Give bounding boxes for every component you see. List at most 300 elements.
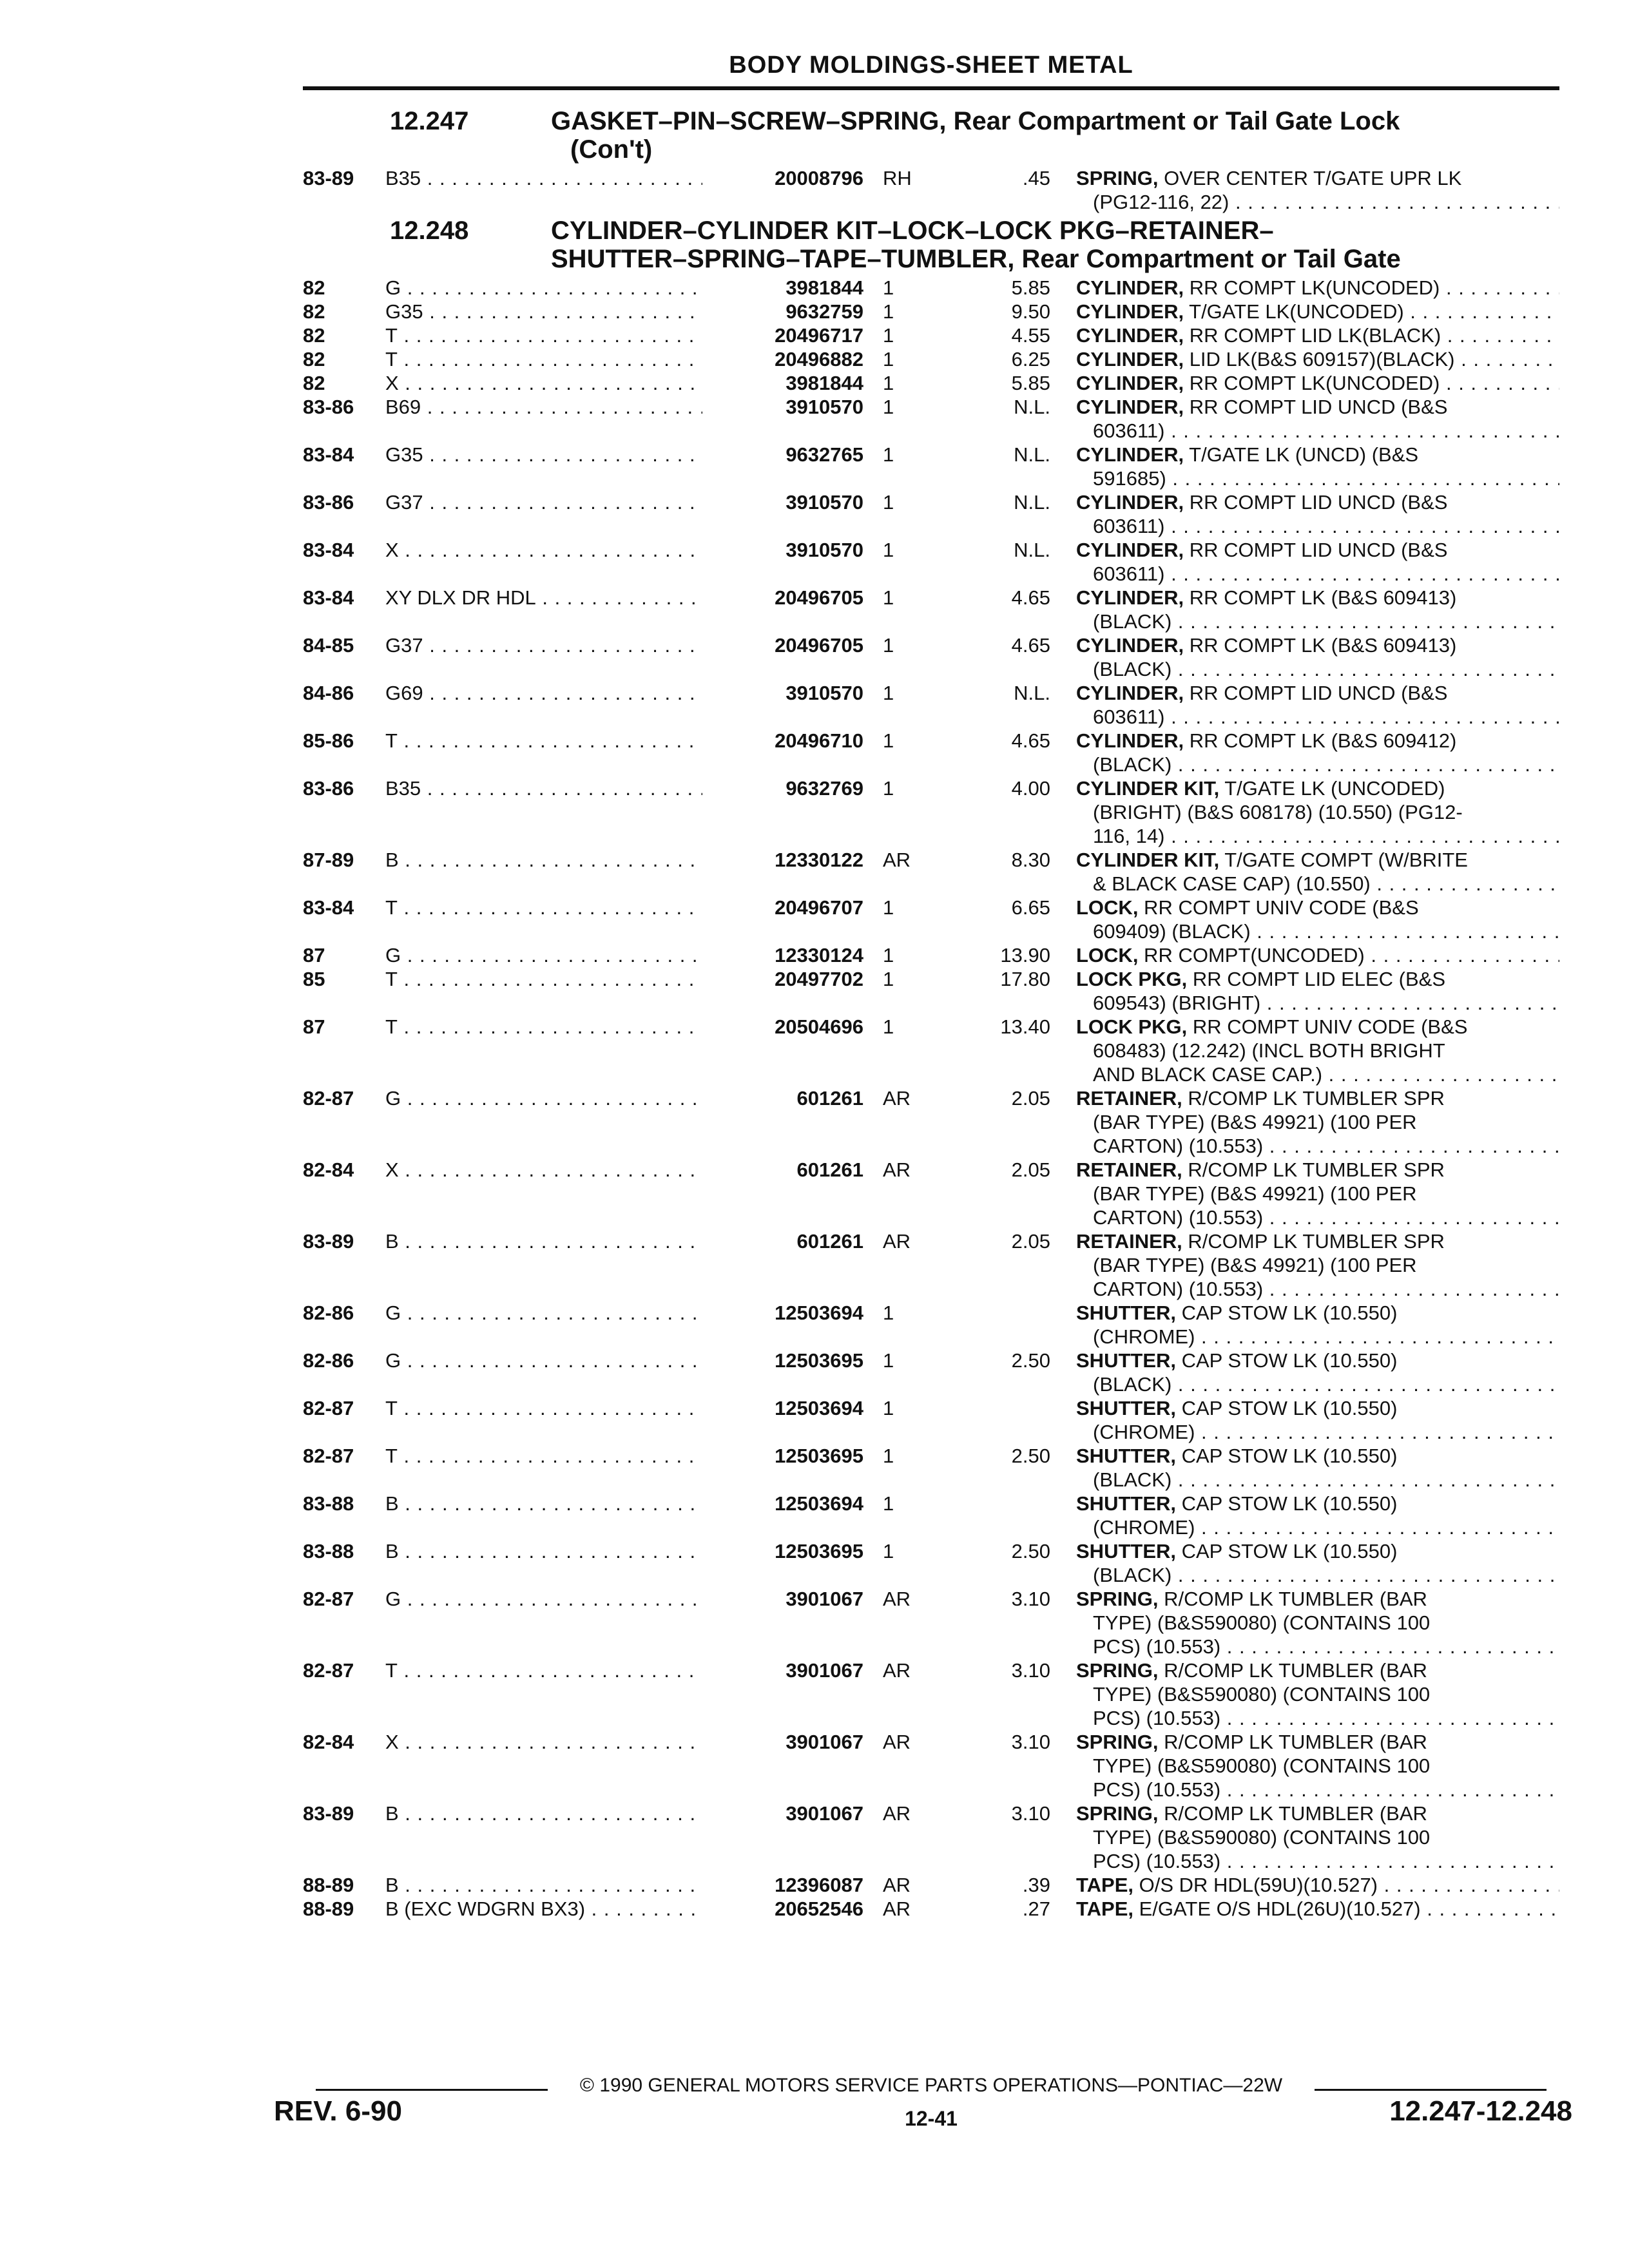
price: N.L. [1014,539,1050,561]
page-number: 12-41 [905,2107,958,2130]
model-code: G . . . [385,1301,708,1325]
section-title: SHUTTER–SPRING–TAPE–TUMBLER, Rear Compartment or Tail Gate [551,245,1401,273]
table-row [303,1158,1559,1229]
part-description [1076,1444,1559,1492]
quantity: 1 [883,1540,894,1562]
quantity: 1 [883,1015,894,1038]
model-code: B . . . [385,1539,708,1563]
model-code: B . . . [385,1802,708,1825]
part-name: SPRING, [1076,167,1159,189]
part-number: 601261 [702,1229,863,1253]
table-row [303,1587,1559,1658]
description-text: (BAR TYPE) (B&S 49921) (100 PER [1093,1111,1417,1133]
part-description [1076,586,1559,633]
description-text: TYPE) (B&S590080) (CONTAINS 100 [1093,1611,1431,1634]
part-description [1076,1229,1559,1301]
model-code: G35 . . . [385,300,708,323]
year-range: 82 [303,348,325,370]
description-text: RR COMPT(UNCODED) [1138,944,1365,966]
description-line [1076,1563,1559,1587]
part-description [1076,1873,1559,1897]
price: 3.10 [1011,1731,1050,1753]
description-text: T/GATE COMPT (W/BRITE [1219,849,1468,871]
quantity: 1 [883,372,894,394]
year-range: 83-89 [303,1802,354,1825]
table-row [303,586,1559,633]
part-description [1076,1658,1559,1730]
description-text: (BLACK) [1093,1564,1172,1586]
description-text: (BAR TYPE) (B&S 49921) (100 PER [1093,1254,1417,1276]
part-number: 12503695 [702,1349,863,1372]
description-line [1076,1301,1559,1325]
quantity: AR [883,1659,911,1682]
year-range: 82-87 [303,1397,354,1419]
description-line [1076,1229,1559,1253]
description-text: RR COMPT LID ELEC (B&S [1187,968,1446,990]
description-text: E/GATE O/S HDL(26U)(10.527) [1133,1898,1421,1920]
description-text: (BLACK) [1093,1373,1172,1396]
description-text: TYPE) (B&S590080) (CONTAINS 100 [1093,1754,1431,1777]
table-row [303,1229,1559,1301]
description-line [1076,586,1559,610]
price: 3.10 [1011,1659,1050,1682]
section-title: (Con't) [570,135,653,164]
description-text: 609543) (BRIGHT) [1093,992,1261,1014]
part-name: CYLINDER, [1076,372,1184,394]
year-range: 83-88 [303,1540,354,1562]
part-number: 12330122 [702,848,863,872]
description-line [1076,1587,1559,1611]
description-text: 609409) (BLACK) [1093,920,1251,943]
quantity: 1 [883,968,894,990]
part-description [1076,1158,1559,1229]
part-number: 20497702 [702,967,863,991]
part-description [1076,1539,1559,1587]
table-row [303,323,1559,347]
year-range: 87 [303,1015,325,1038]
quantity: 1 [883,1445,894,1467]
part-number: 20496717 [702,323,863,347]
year-range: 85-86 [303,729,354,752]
description-text: R/COMP LK TUMBLER (BAR [1158,1588,1427,1610]
description-line [1076,872,1559,896]
part-name: CYLINDER, [1076,300,1184,323]
year-range: 87 [303,944,325,966]
quantity: AR [883,1087,911,1110]
description-text: (BLACK) [1093,753,1172,776]
quantity: 1 [883,396,894,418]
description-line [1076,1062,1559,1086]
price: N.L. [1014,682,1050,704]
description-text: CARTON) (10.553) [1093,1206,1264,1229]
year-range: 83-88 [303,1492,354,1515]
quantity: 1 [883,1492,894,1515]
table-row [303,166,1559,214]
model-code: T . . . [385,967,708,991]
part-name: CYLINDER, [1076,586,1184,609]
year-range: 83-86 [303,777,354,800]
quantity: 1 [883,1397,894,1419]
description-line [1076,1515,1559,1539]
description-line [1076,323,1559,347]
part-name: CYLINDER, [1076,729,1184,752]
table-row [303,1086,1559,1158]
description-text: RR COMPT LID UNCD (B&S [1184,682,1448,704]
price: 9.50 [1011,300,1050,323]
description-text: CAP STOW LK (10.550) [1176,1540,1398,1562]
description-text: (BAR TYPE) (B&S 49921) (100 PER [1093,1182,1417,1205]
description-text: PCS) (10.553) [1093,1635,1221,1658]
quantity: AR [883,1158,911,1181]
part-description [1076,371,1559,395]
table-row [303,538,1559,586]
year-range: 87-89 [303,849,354,871]
description-text: R/COMP LK TUMBLER SPR [1182,1087,1445,1110]
year-range: 82-86 [303,1349,354,1372]
description-line [1076,347,1559,371]
year-range: 88-89 [303,1874,354,1896]
year-range: 84-86 [303,682,354,704]
model-code: B35 . . . [385,776,708,800]
description-line [1076,490,1559,514]
quantity: 1 [883,348,894,370]
part-description [1076,323,1559,347]
description-line [1076,1325,1559,1349]
price: 5.85 [1011,372,1050,394]
description-text: OVER CENTER T/GATE UPR LK [1158,167,1462,189]
description-line [1076,753,1559,776]
section-number: 12.247 [390,107,469,135]
quantity: AR [883,1898,911,1920]
description-line [1076,1015,1559,1039]
model-code: T . . . [385,729,708,753]
description-line [1076,943,1559,967]
description-line [1076,419,1559,443]
description-line [1076,1635,1559,1658]
description-line [1076,776,1559,800]
part-name: CYLINDER, [1076,324,1184,347]
year-range: 82 [303,276,325,299]
part-description [1076,681,1559,729]
description-line [1076,1658,1559,1682]
description-text: CARTON) (10.553) [1093,1278,1264,1300]
description-text: 603611) [1093,515,1165,537]
part-name: TAPE, [1076,1874,1133,1896]
model-code: X . . . [385,538,708,562]
model-code: B . . . [385,1492,708,1515]
description-line [1076,1372,1559,1396]
part-description [1076,848,1559,896]
part-name: LOCK, [1076,944,1139,966]
quantity: 1 [883,729,894,752]
table-row [303,943,1559,967]
description-text: TYPE) (B&S590080) (CONTAINS 100 [1093,1683,1431,1706]
quantity: 1 [883,324,894,347]
part-name: SPRING, [1076,1731,1159,1753]
quantity: 1 [883,1349,894,1372]
model-code: B . . . [385,848,708,872]
year-range: 82-87 [303,1445,354,1467]
section-heading [303,216,1559,245]
table-row [303,633,1559,681]
model-code: T . . . [385,323,708,347]
description-line [1076,633,1559,657]
part-number: 9632765 [702,443,863,466]
model-code: B69 . . . [385,395,708,419]
description-line [1076,991,1559,1015]
description-line [1076,1420,1559,1444]
part-description [1076,166,1559,214]
part-number: 601261 [702,1158,863,1182]
part-name: TAPE, [1076,1898,1133,1920]
price: 6.25 [1011,348,1050,370]
description-line [1076,824,1559,848]
year-range: 82-87 [303,1588,354,1610]
part-description [1076,729,1559,776]
description-line [1076,371,1559,395]
description-line [1076,300,1559,323]
table-row [303,848,1559,896]
year-range: 83-84 [303,896,354,919]
description-line [1076,729,1559,753]
year-range: 83-84 [303,443,354,466]
header-rule [303,86,1559,90]
part-name: SPRING, [1076,1802,1159,1825]
description-text: RR COMPT UNIV CODE (B&S [1138,896,1419,919]
part-number: 20496707 [702,896,863,919]
price: .39 [1022,1874,1050,1896]
part-name: CYLINDER, [1076,682,1184,704]
part-number: 20504696 [702,1015,863,1039]
year-range: 82 [303,324,325,347]
model-code: G . . . [385,1587,708,1611]
year-range: 83-84 [303,586,354,609]
quantity: 1 [883,682,894,704]
page-header: BODY MOLDINGS-SHEET METAL [729,52,1133,79]
table-row [303,681,1559,729]
quantity: AR [883,1230,911,1253]
year-range: 82-87 [303,1659,354,1682]
price: 2.05 [1011,1087,1050,1110]
description-text: RR COMPT LK(UNCODED) [1184,372,1440,394]
table-row [303,1730,1559,1802]
description-line [1076,1849,1559,1873]
part-description [1076,967,1559,1015]
section-heading [303,135,1559,164]
price: .27 [1022,1898,1050,1920]
description-text: CAP STOW LK (10.550) [1176,1349,1398,1372]
part-name: CYLINDER KIT, [1076,777,1220,800]
year-range: 83-86 [303,396,354,418]
part-description [1076,776,1559,848]
table-row [303,1658,1559,1730]
description-line [1076,1349,1559,1372]
quantity: AR [883,1731,911,1753]
price: 2.50 [1011,1445,1050,1467]
part-description [1076,395,1559,443]
part-number: 20496705 [702,633,863,657]
year-range: 83-89 [303,1230,354,1253]
description-text: RR COMPT UNIV CODE (B&S [1187,1015,1468,1038]
description-line [1076,1873,1559,1897]
price: 8.30 [1011,849,1050,871]
description-text: T/GATE LK(UNCODED) [1184,300,1404,323]
part-name: SHUTTER, [1076,1397,1176,1419]
part-description [1076,943,1559,967]
year-range: 82-87 [303,1087,354,1110]
model-code: G . . . [385,1349,708,1372]
description-text: T/GATE LK (UNCD) (B&S [1184,443,1419,466]
price: N.L. [1014,396,1050,418]
section-heading [303,245,1559,273]
model-code: T . . . [385,896,708,919]
model-code: XY DLX DR HDL . . . [385,586,708,610]
table-row [303,1897,1559,1921]
table-row [303,1015,1559,1086]
part-description [1076,300,1559,323]
description-text: 603611) [1093,706,1165,728]
description-line [1076,443,1559,466]
model-code: T . . . [385,347,708,371]
part-description [1076,1492,1559,1539]
description-text: CAP STOW LK (10.550) [1176,1445,1398,1467]
description-text: R/COMP LK TUMBLER SPR [1182,1230,1445,1253]
part-name: CYLINDER, [1076,443,1184,466]
part-name: SPRING, [1076,1659,1159,1682]
description-line [1076,1277,1559,1301]
part-number: 9632769 [702,776,863,800]
price: 4.55 [1011,324,1050,347]
section-heading [303,107,1559,135]
part-description [1076,276,1559,300]
part-name: RETAINER, [1076,1158,1182,1181]
description-line [1076,919,1559,943]
description-line [1076,657,1559,681]
part-description [1076,1897,1559,1921]
description-text: 116, 14) [1093,825,1165,847]
part-description [1076,1015,1559,1086]
year-range: 82 [303,300,325,323]
price: 4.65 [1011,729,1050,752]
description-line [1076,681,1559,705]
part-name: CYLINDER, [1076,491,1184,514]
year-range: 85 [303,968,325,990]
description-text: RR COMPT LID UNCD (B&S [1184,539,1448,561]
model-code: B35 . . . [385,166,708,190]
description-text: 603611) [1093,562,1165,585]
part-description [1076,1587,1559,1658]
quantity: 1 [883,944,894,966]
part-number: 12330124 [702,943,863,967]
description-text: PCS) (10.553) [1093,1707,1221,1729]
model-code: X . . . [385,1730,708,1754]
table-row [303,371,1559,395]
table-row [303,1396,1559,1444]
description-line [1076,190,1559,214]
quantity: RH [883,167,912,189]
part-description [1076,443,1559,490]
part-number: 3910570 [702,490,863,514]
description-line [1076,1825,1559,1849]
part-number: 12503694 [702,1492,863,1515]
quantity: AR [883,1874,911,1896]
description-text: R/COMP LK TUMBLER (BAR [1158,1802,1427,1825]
section-title: GASKET–PIN–SCREW–SPRING, Rear Compartment or Tail Gate Lock [551,107,1400,135]
part-number: 3901067 [702,1802,863,1825]
year-range: 82-86 [303,1302,354,1324]
part-number: 3901067 [702,1730,863,1754]
part-number: 3901067 [702,1658,863,1682]
part-name: SPRING, [1076,1588,1159,1610]
table-row [303,276,1559,300]
description-text: 603611) [1093,419,1165,442]
description-line [1076,1444,1559,1468]
year-range: 83-89 [303,167,354,189]
part-name: LOCK, [1076,896,1139,919]
part-name: SHUTTER, [1076,1492,1176,1515]
part-number: 20008796 [702,166,863,190]
price: 3.10 [1011,1588,1050,1610]
description-text: PCS) (10.553) [1093,1778,1221,1801]
part-description [1076,633,1559,681]
price: 3.10 [1011,1802,1050,1825]
description-text: AND BLACK CASE CAP.) [1093,1063,1323,1086]
part-name: CYLINDER, [1076,634,1184,657]
part-description [1076,347,1559,371]
description-text: RR COMPT LID UNCD (B&S [1184,491,1448,514]
model-code: T . . . [385,1658,708,1682]
year-range: 82-84 [303,1731,354,1753]
part-description [1076,538,1559,586]
table-row [303,1802,1559,1873]
model-code: G69 . . . [385,681,708,705]
part-number: 3910570 [702,681,863,705]
description-line [1076,1039,1559,1062]
description-line [1076,1086,1559,1110]
price: 4.65 [1011,586,1050,609]
table-row [303,395,1559,443]
quantity: 1 [883,586,894,609]
section-number [303,245,551,273]
description-line [1076,1158,1559,1182]
part-name: CYLINDER, [1076,396,1184,418]
description-text: R/COMP LK TUMBLER (BAR [1158,1731,1427,1753]
part-number: 12396087 [702,1873,863,1897]
part-name: RETAINER, [1076,1087,1182,1110]
description-line [1076,705,1559,729]
description-line [1076,967,1559,991]
quantity: 1 [883,539,894,561]
description-text: (PG12-116, 22) [1093,191,1229,213]
table-row [303,729,1559,776]
description-line [1076,1492,1559,1515]
description-text: TYPE) (B&S590080) (CONTAINS 100 [1093,1826,1431,1849]
description-line [1076,1468,1559,1492]
quantity: 1 [883,777,894,800]
description-text: RR COMPT LK (B&S 609413) [1184,586,1457,609]
year-range: 82-84 [303,1158,354,1181]
description-line [1076,1134,1559,1158]
description-text: O/S DR HDL(59U)(10.527) [1133,1874,1378,1896]
description-line [1076,1802,1559,1825]
description-text: R/COMP LK TUMBLER (BAR [1158,1659,1427,1682]
description-line [1076,276,1559,300]
part-number: 12503695 [702,1444,863,1468]
table-row [303,967,1559,1015]
section-number [303,135,551,164]
description-text: RR COMPT LID LK(BLACK) [1184,324,1441,347]
section-range: 12.247-12.248 [1389,2095,1572,2127]
